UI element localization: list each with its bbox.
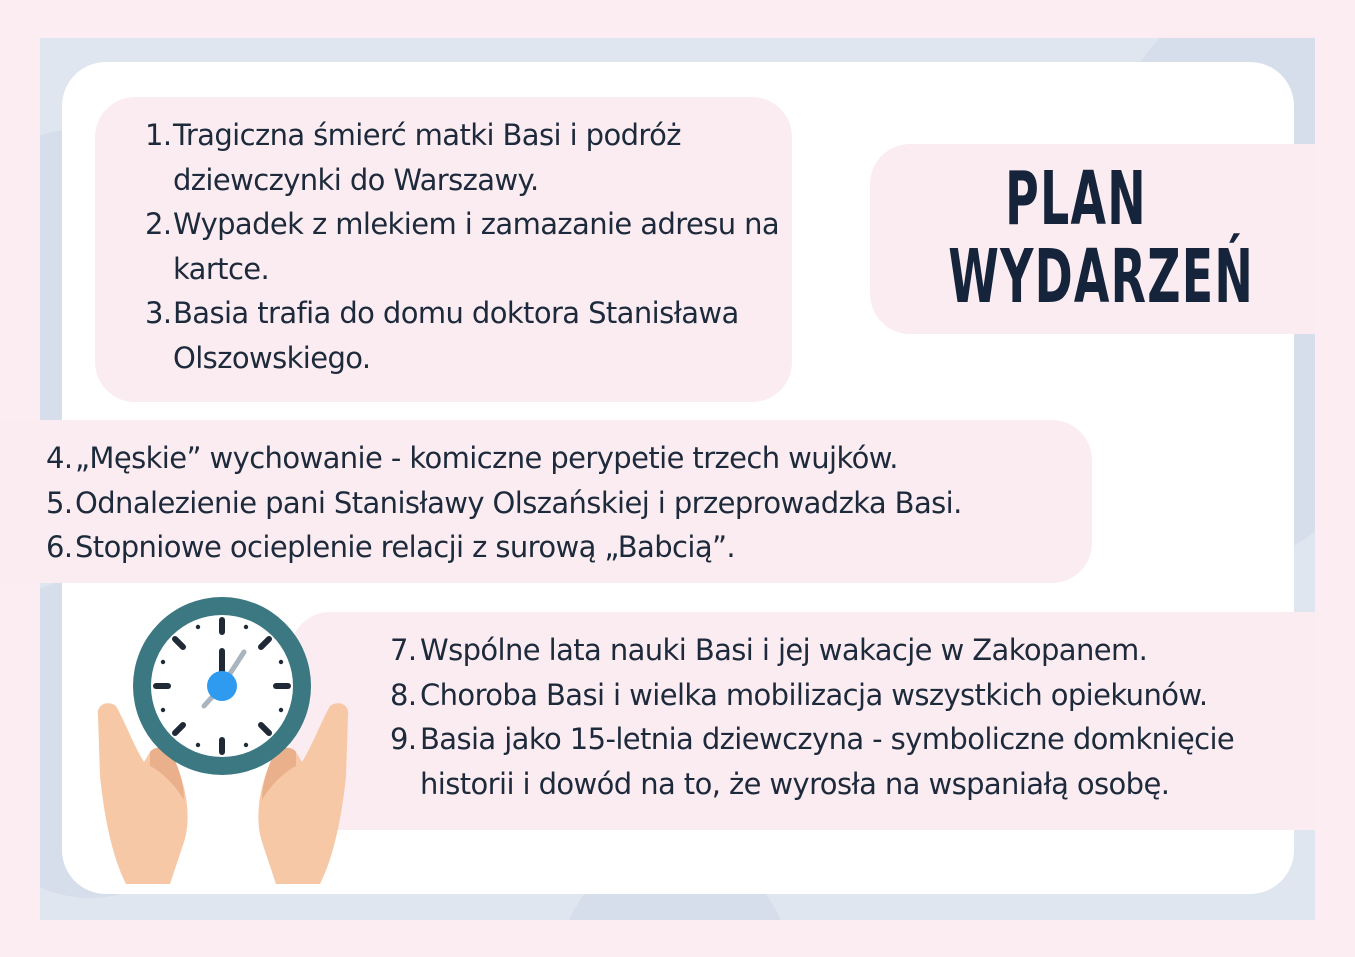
list-item: 7. Wspólne lata nauki Basi i jej wakacje w Zakopanem. <box>390 633 1148 667</box>
list-item: 3. Basia trafia do domu doktora Stanisława Olszowskiego. <box>145 296 739 375</box>
list-item: 6. Stopniowe ocieplenie relacji z surową „Babcią”. <box>46 530 736 564</box>
section-3-panel <box>290 612 1315 830</box>
section-2-panel <box>0 420 1092 583</box>
list-item: 5. Odnalezienie pani Stanisławy Olszańskiej i przeprowadzka Basi. <box>46 485 962 520</box>
list-item: 9. Basia jako 15-letnia dziewczyna - symboliczne domknięcie historii i dowód na to, że wyrosła na wspaniałą osobę. <box>390 722 1235 801</box>
clock-in-hands-icon <box>92 596 354 888</box>
list-item: 8. Choroba Basi i wielka mobilizacja wszystkich opiekunów. <box>390 677 1208 712</box>
list-item: 4. „Męskie” wychowanie - komiczne perypetie trzech wujków. <box>46 441 898 475</box>
title-panel <box>870 144 1315 334</box>
page-title: PLAN WYDARZEŃ <box>948 156 1254 320</box>
section-1-list <box>145 113 785 380</box>
section-2-list <box>46 436 1086 570</box>
section-3-list <box>390 628 1310 806</box>
list-item: 1. Tragiczna śmierć matki Basi i podróż dziewczynki do Warszawy. <box>145 118 681 197</box>
section-1-panel <box>95 97 792 402</box>
list-item: 2. Wypadek z mlekiem i zamazanie adresu na kartce. <box>145 207 780 286</box>
